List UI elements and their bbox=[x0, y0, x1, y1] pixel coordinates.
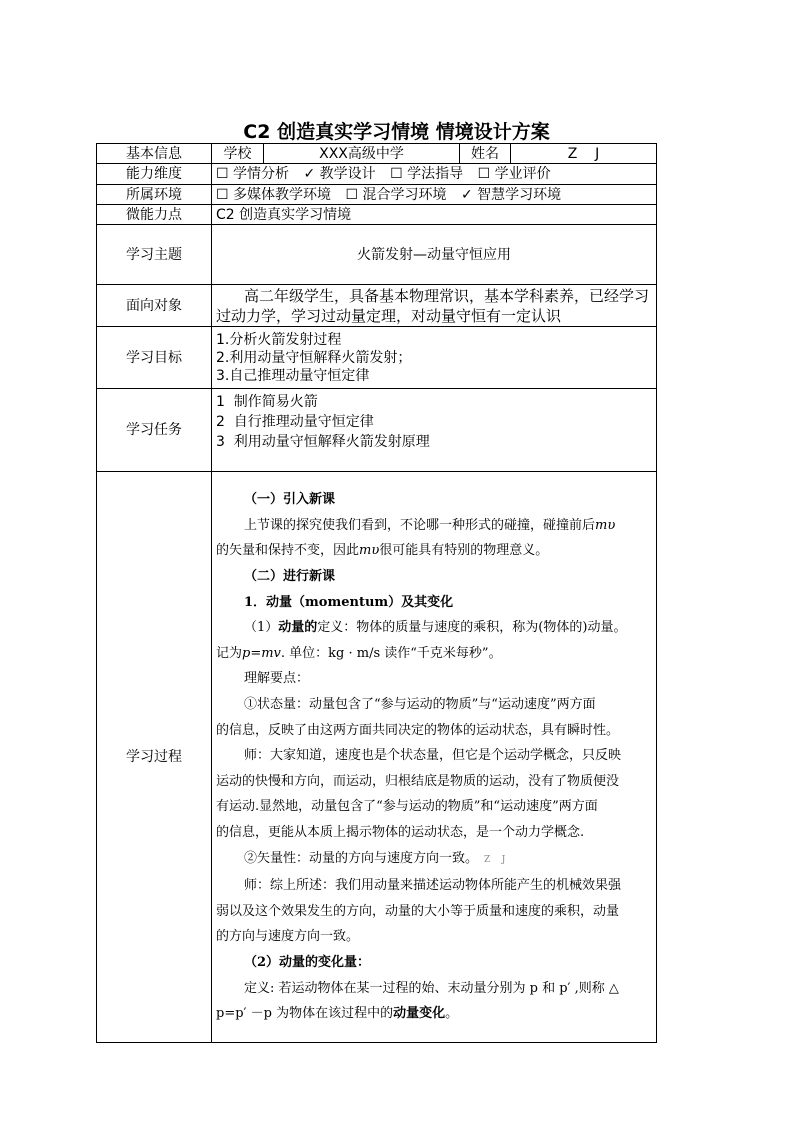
design-table bbox=[96, 143, 657, 1043]
ability-option[interactable]: ☐ 学法指导 bbox=[390, 166, 464, 182]
row-tasks bbox=[97, 389, 657, 472]
ability-option[interactable]: ☐ 学业评价 bbox=[477, 166, 551, 182]
watermark-text: Z J bbox=[484, 854, 506, 865]
ability-option[interactable]: ☐ 学情分析 bbox=[216, 166, 290, 182]
micro-ability-label: 微能力点 bbox=[97, 205, 212, 225]
row-process bbox=[97, 472, 657, 1043]
paragraph: 师：综上所述：我们用动量来描述运动物体所能产生的机械效果强 bbox=[244, 878, 622, 894]
process-content bbox=[212, 472, 657, 1043]
audience-label: 面向对象 bbox=[97, 285, 212, 327]
paragraph: 弱以及这个效果发生的方向，动量的大小等于质量和速度的乘积，动量 bbox=[216, 903, 620, 919]
subsection-heading: （2）动量的变化量： bbox=[244, 954, 371, 970]
environment-option[interactable]: ☐ 多媒体教学环境 bbox=[216, 186, 332, 203]
environment-option[interactable]: ☐ 混合学习环境 bbox=[345, 186, 447, 203]
process-label: 学习过程 bbox=[97, 472, 212, 1043]
ability-option[interactable]: ✓ 教学设计 bbox=[303, 166, 376, 182]
row-theme bbox=[97, 225, 657, 285]
school-value: XXX高级中学 bbox=[264, 144, 460, 164]
task-item: 2 自行推理动量守恒定律 bbox=[216, 414, 374, 430]
paragraph: 的信息，反映了由这两方面共同决定的物体的运动状态，具有瞬时性。 bbox=[216, 722, 620, 738]
environment-options bbox=[212, 185, 657, 205]
paragraph: 理解要点： bbox=[244, 671, 310, 687]
row-micro-ability bbox=[97, 205, 657, 225]
paragraph: 师：大家知道，速度也是个状态量，但它是个运动学概念，只反映 bbox=[244, 748, 622, 764]
paragraph: ②矢量性：动量的方向与速度方向一致。 Z J bbox=[244, 850, 506, 866]
name-value: Z J bbox=[511, 144, 657, 164]
row-ability bbox=[97, 164, 657, 185]
tasks-label: 学习任务 bbox=[97, 389, 212, 472]
goal-item: 1.分析火箭发射过程 bbox=[216, 331, 342, 348]
paragraph: 记为p=mv. 单位：kg · m/s 读作“千克米每秒”。 bbox=[216, 645, 502, 661]
task-item: 3 利用动量守恒解释火箭发射原理 bbox=[216, 434, 430, 450]
paragraph: 有运动.显然地，动量包含了“参与运动的物质”和“运动速度”两方面 bbox=[216, 799, 598, 815]
basic-info-label: 基本信息 bbox=[97, 144, 212, 164]
section-heading: （一）引入新课 bbox=[244, 492, 336, 508]
section-heading: （二）进行新课 bbox=[244, 569, 336, 585]
task-item: 1 制作简易火箭 bbox=[216, 394, 318, 410]
row-environment bbox=[97, 185, 657, 205]
page-title: C2 创造真实学习情境 情境设计方案 bbox=[243, 121, 550, 143]
ability-options bbox=[212, 164, 657, 185]
tasks-list bbox=[212, 389, 657, 472]
name-label: 姓名 bbox=[460, 144, 511, 164]
environment-label: 所属环境 bbox=[97, 185, 212, 205]
paragraph: 上节课的探究使我们看到，不论哪一种形式的碰撞，碰撞前后mυ bbox=[244, 517, 616, 533]
goals-list bbox=[212, 327, 657, 389]
ability-label: 能力维度 bbox=[97, 164, 212, 185]
goal-item: 3.自己推理动量守恒定律 bbox=[216, 367, 370, 384]
subsection-heading: 1．动量（momentum）及其变化 bbox=[244, 594, 454, 610]
paragraph: 的信息，更能从本质上揭示物体的运动状态，是一个动力学概念. bbox=[216, 824, 585, 840]
row-basic-info bbox=[97, 144, 657, 164]
school-label: 学校 bbox=[212, 144, 264, 164]
theme-label: 学习主题 bbox=[97, 225, 212, 285]
paragraph: ①状态量：动量包含了“参与运动的物质”与“运动速度”两方面 bbox=[244, 697, 596, 713]
paragraph: （1）动量的定义：物体的质量与速度的乘积，称为(物体的)动量。 bbox=[244, 620, 627, 636]
goal-item: 2.利用动量守恒解释火箭发射； bbox=[216, 349, 412, 366]
row-goals bbox=[97, 327, 657, 389]
paragraph: 的方向与速度方向一致。 bbox=[216, 929, 360, 945]
paragraph: 定义: 若运动物体在某一过程的始、末动量分别为 p 和 p′ ,则称 △ bbox=[244, 980, 619, 996]
audience-value: 高二年级学生，具备基本物理常识，基本学科素养，已经学习过动力学，学习过动量定理，对动量守恒有一定认识 bbox=[212, 285, 657, 327]
row-audience bbox=[97, 285, 657, 327]
micro-ability-value: C2 创造真实学习情境 bbox=[212, 205, 657, 225]
goals-label: 学习目标 bbox=[97, 327, 212, 389]
paragraph: 运动的快慢和方向，而运动，归根结底是物质的运动，没有了物质便没 bbox=[216, 773, 620, 789]
theme-value: 火箭发射—动量守恒应用 bbox=[212, 225, 657, 285]
environment-option[interactable]: ✓ 智慧学习环境 bbox=[460, 186, 562, 203]
paragraph: p=p′ －p 为物体在该过程中的动量变化。 bbox=[216, 1006, 459, 1022]
paragraph: 的矢量和保持不变，因此mυ很可能具有特别的物理意义。 bbox=[216, 543, 549, 559]
